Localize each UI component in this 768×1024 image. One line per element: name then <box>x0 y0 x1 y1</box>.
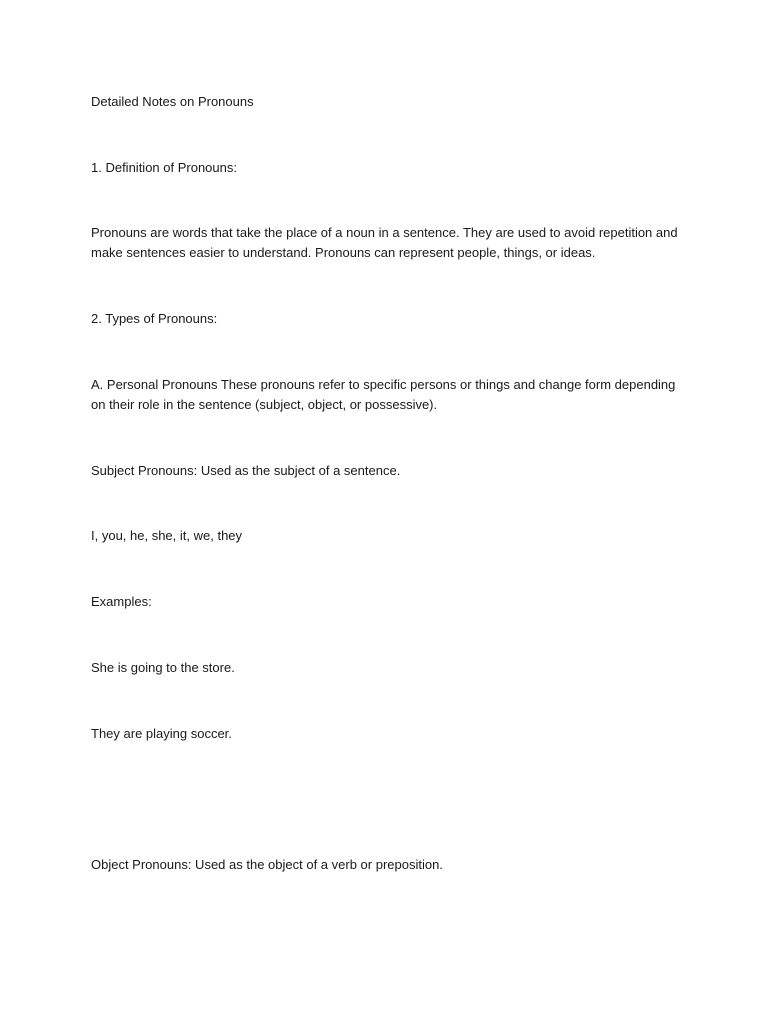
definition-paragraph: Pronouns are words that take the place of a noun in a sentence. They are used to avoid repetition and make sentences easier to understand. Pronouns can represent people, things, or ideas. <box>91 225 678 260</box>
examples-label: Examples: <box>91 594 152 609</box>
subject-pronoun-list: I, you, he, she, it, we, they <box>91 528 243 543</box>
object-pronouns-line: Object Pronouns: Used as the object of a verb or preposition. <box>91 857 443 872</box>
example-sentence: They are playing soccer. <box>91 726 232 741</box>
section-heading-types: 2. Types of Pronouns: <box>91 311 218 326</box>
example-sentence: She is going to the store. <box>91 660 235 675</box>
section-heading-definition: 1. Definition of Pronouns: <box>91 160 237 175</box>
personal-pronouns-paragraph: A. Personal Pronouns These pronouns refer to specific persons or things and change form depending on their role in the sentence (subject, object, or possessive). <box>91 377 676 412</box>
document-title: Detailed Notes on Pronouns <box>91 94 254 109</box>
subject-pronouns-line: Subject Pronouns: Used as the subject of a sentence. <box>91 463 401 478</box>
